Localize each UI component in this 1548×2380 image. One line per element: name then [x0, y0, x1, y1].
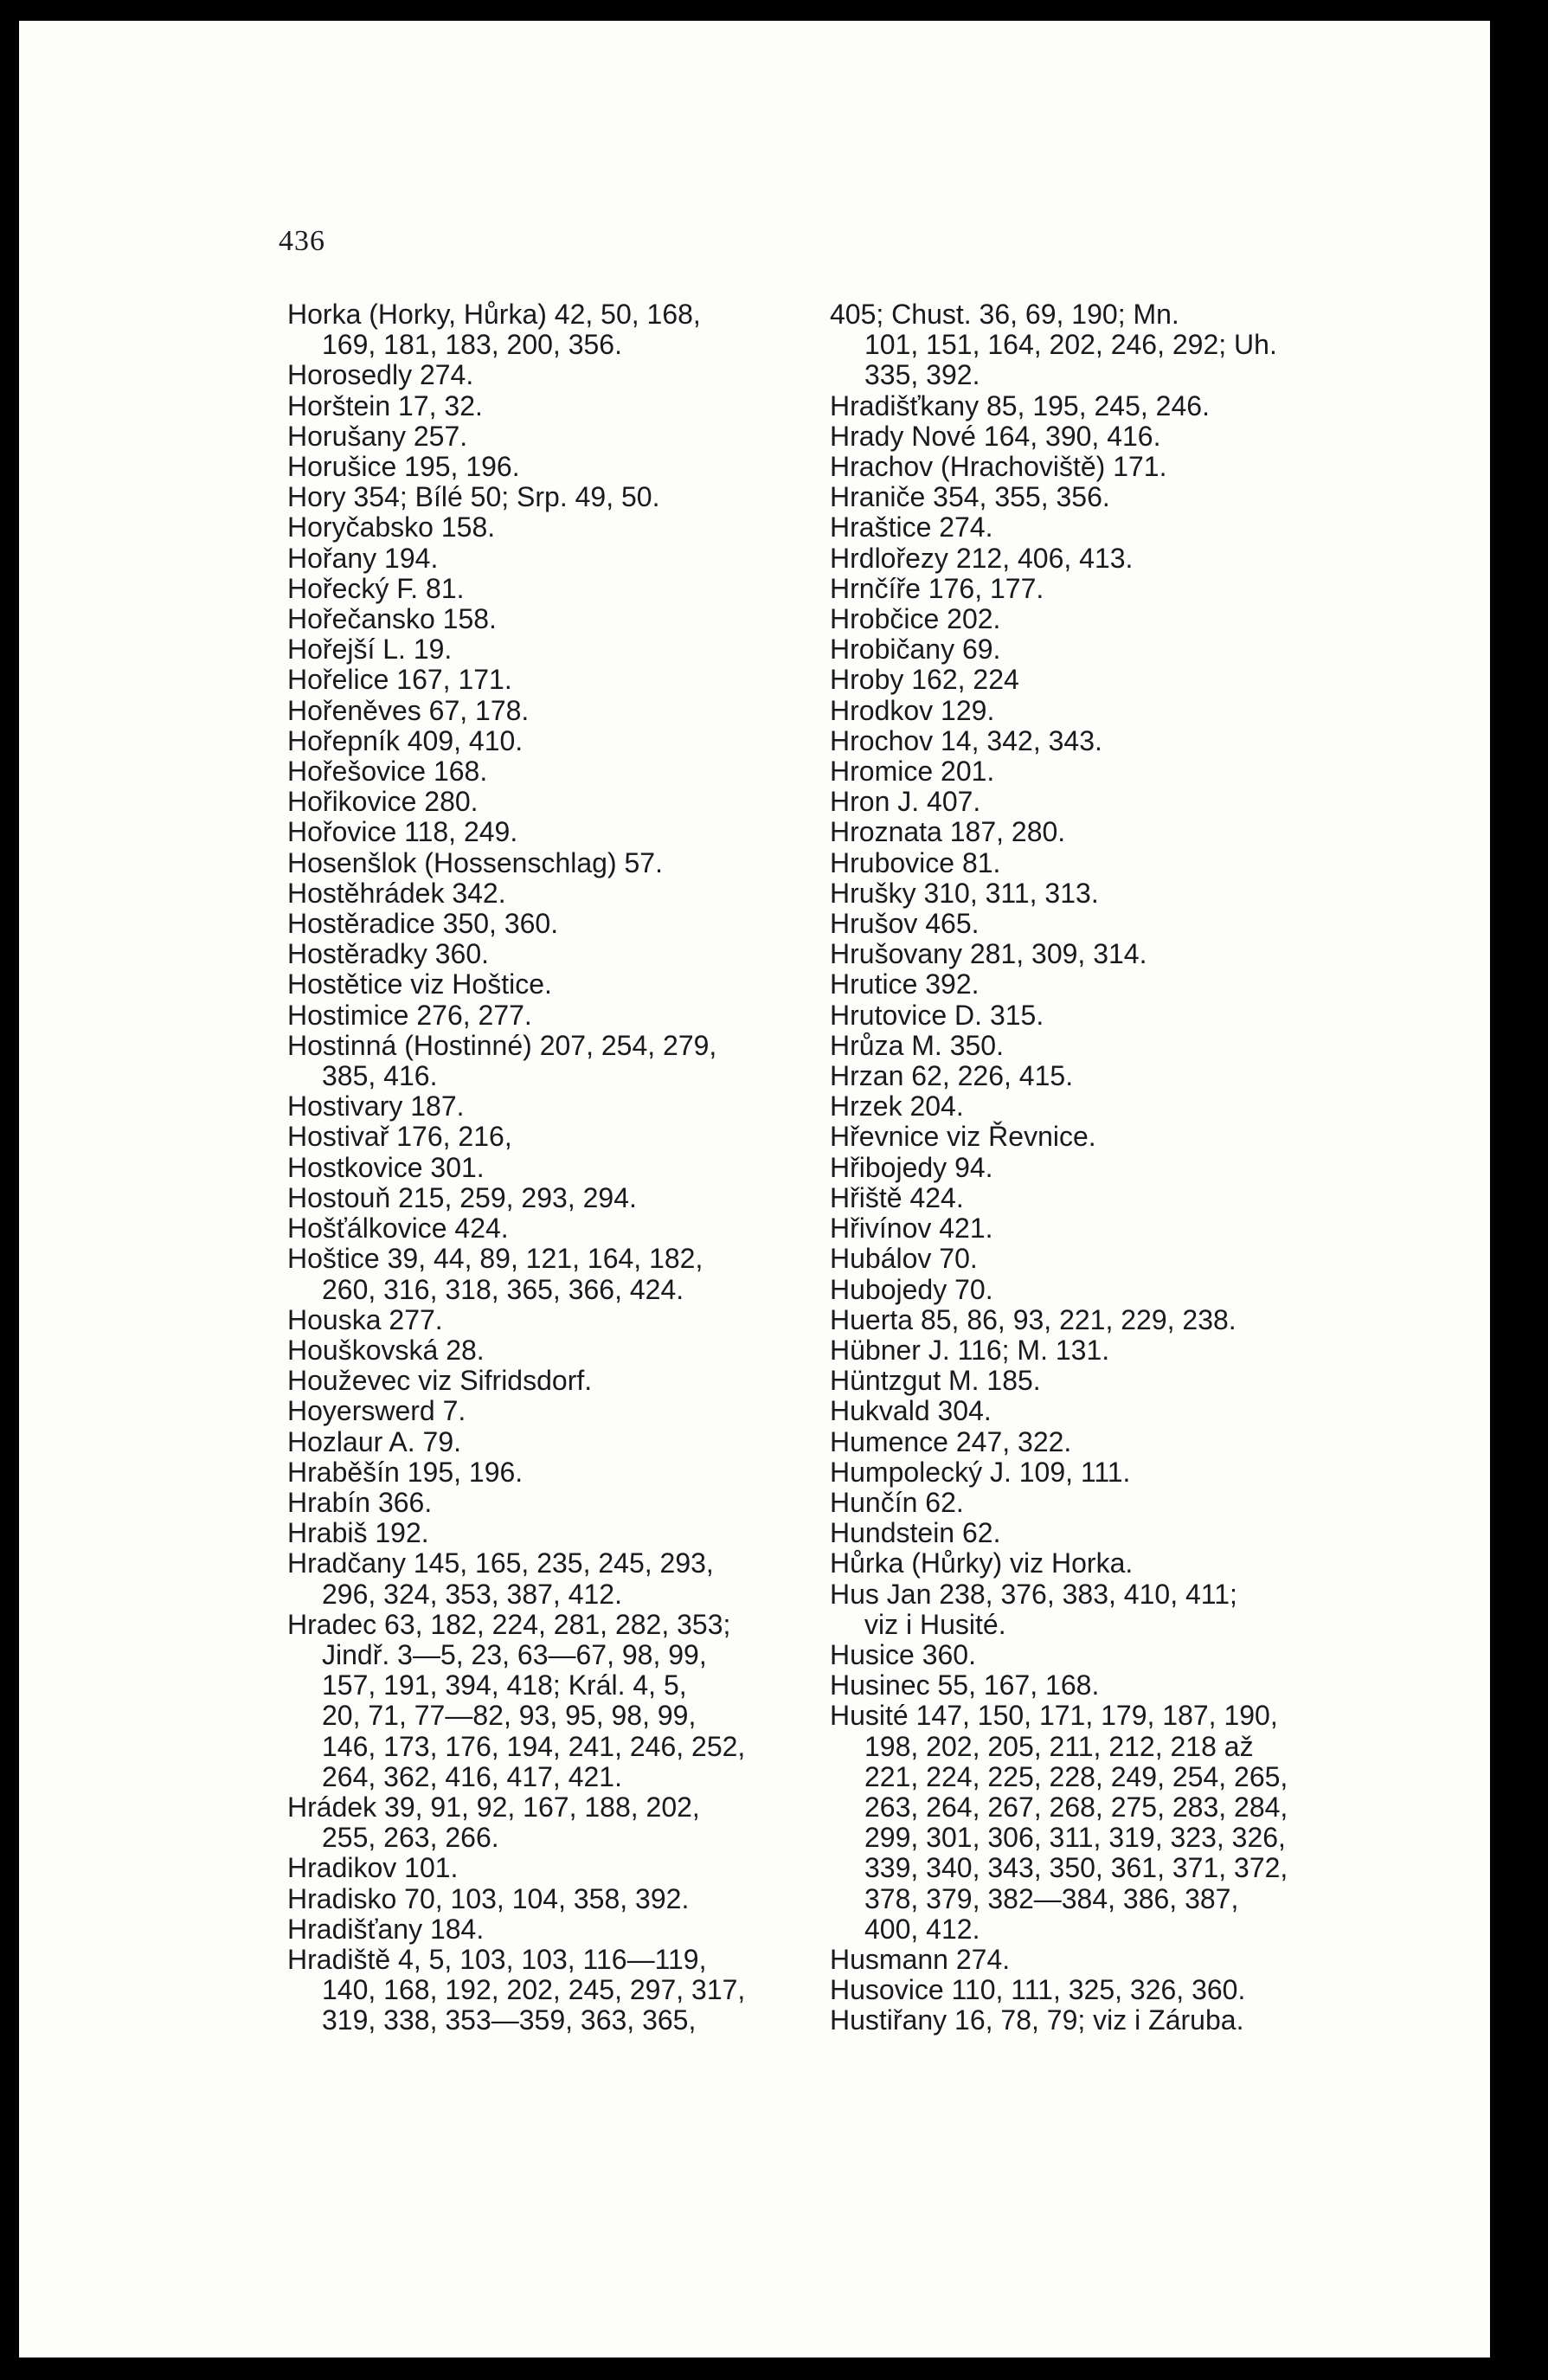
index-entry-headword-line: Hrubovice 81.	[830, 846, 1001, 878]
index-entry	[830, 1640, 1340, 1670]
index-entry-headword-line: Hořešovice 168.	[287, 756, 488, 788]
index-entry-headword-line: Hořovice 118, 249.	[287, 816, 518, 848]
index-entry-continuation-line: Jindř. 3—5, 23, 63—67, 98, 99,	[322, 1638, 707, 1670]
index-entry	[830, 1457, 1340, 1488]
index-entry	[287, 696, 798, 726]
index-entry-headword-line: Hübner J. 116; M. 131.	[830, 1334, 1110, 1366]
index-entry-headword-line: Horušany 257.	[287, 420, 468, 452]
index-entry-headword-line: Hradiště 4, 5, 103, 103, 116—119,	[287, 1943, 707, 1975]
index-entry-headword-line: Houževec viz Sifridsdorf.	[287, 1365, 593, 1397]
index-entry	[287, 1366, 798, 1396]
index-entry	[287, 969, 798, 1000]
index-entry	[287, 1244, 798, 1304]
index-entry	[830, 756, 1340, 787]
index-entry	[830, 878, 1340, 909]
index-entry-headword-line: Hoyerswerd 7.	[287, 1395, 466, 1427]
index-entry	[287, 544, 798, 574]
index-entry	[830, 299, 1340, 391]
index-entry	[287, 756, 798, 787]
index-entry	[287, 1914, 798, 1945]
index-entry	[830, 726, 1340, 756]
index-entry	[830, 696, 1340, 726]
index-entry-headword-line: Hroznata 187, 280.	[830, 816, 1066, 848]
index-entry	[830, 787, 1340, 817]
index-entry	[830, 574, 1340, 604]
index-entry-headword-line: Husmann 274.	[830, 1943, 1011, 1975]
index-entry-headword-line: Hrobčice 202.	[830, 603, 1001, 635]
index-entry-headword-line: Hostěradice 350, 360.	[287, 908, 559, 940]
index-entry-continuation-line: 385, 416.	[322, 1060, 438, 1092]
index-entry	[830, 1244, 1340, 1274]
index-entry	[287, 1183, 798, 1213]
index-entry-headword-line: Hořečansko 158.	[287, 603, 497, 635]
index-entry	[287, 604, 798, 634]
index-entry-headword-line: Hron J. 407.	[830, 786, 981, 818]
index-entry-headword-line: Hrádek 39, 91, 92, 167, 188, 202,	[287, 1791, 700, 1823]
index-entry	[287, 909, 798, 939]
index-entry	[287, 665, 798, 695]
index-column-right	[830, 299, 1340, 2036]
index-entry	[830, 1305, 1340, 1335]
index-entry-continuation-line: 400, 412.	[864, 1913, 980, 1945]
index-entry	[830, 909, 1340, 939]
index-entry-headword-line: Hoštice 39, 44, 89, 121, 164, 182,	[287, 1243, 703, 1275]
index-entry	[287, 1213, 798, 1244]
index-entry-headword-line: Hradisko 70, 103, 104, 358, 392.	[287, 1882, 690, 1914]
index-entry	[830, 1945, 1340, 1975]
index-entry	[287, 1000, 798, 1031]
index-entry-headword-line: Hrabiš 192.	[287, 1517, 429, 1549]
index-entry	[830, 1213, 1340, 1244]
index-entry	[830, 1701, 1340, 1945]
index-entry	[287, 391, 798, 421]
index-entry	[830, 544, 1340, 574]
index-entry	[287, 939, 798, 969]
index-entry	[830, 452, 1340, 482]
index-entry-headword-line: Hrodkov 129.	[830, 694, 995, 726]
index-entry-continuation-line: 299, 301, 306, 311, 319, 323, 326,	[864, 1822, 1286, 1854]
index-entry-headword-line: Hostinná (Hostinné) 207, 254, 279,	[287, 1029, 717, 1061]
index-entry-headword-line: Horka (Horky, Hůrka) 42, 50, 168,	[287, 299, 701, 330]
index-entry	[830, 1396, 1340, 1426]
index-entry-continuation-line: 263, 264, 267, 268, 275, 283, 284,	[864, 1791, 1288, 1823]
index-entry-headword-line: Hradišťkany 85, 195, 245, 246.	[830, 389, 1210, 421]
index-entry-headword-line: Hradikov 101.	[287, 1852, 459, 1884]
index-entry	[287, 726, 798, 756]
index-entry-headword-line: Horosedly 274.	[287, 359, 474, 391]
index-entry-continuation-line: 169, 181, 183, 200, 356.	[322, 329, 622, 361]
index-entry-headword-line: Hrabín 366.	[287, 1486, 433, 1518]
index-entry-headword-line: Hrdlořezy 212, 406, 413.	[830, 542, 1134, 574]
index-entry-headword-line: 405; Chust. 36, 69, 190; Mn.	[830, 299, 1179, 330]
index-entry	[287, 1884, 798, 1914]
index-entry-headword-line: Husinec 55, 167, 168.	[830, 1669, 1100, 1701]
index-entry-headword-line: Hrzek 204.	[830, 1090, 964, 1122]
index-entry-headword-line: Hradišťany 184.	[287, 1913, 485, 1945]
index-entry-headword-line: Hromice 201.	[830, 756, 995, 788]
index-entry-headword-line: Hostimice 276, 277.	[287, 999, 532, 1031]
index-entry-headword-line: Hustiřany 16, 78, 79; viz i Záruba.	[830, 2004, 1244, 2036]
index-entry-continuation-line: 335, 392.	[864, 359, 980, 391]
index-entry-headword-line: Hřiště 424.	[830, 1181, 964, 1213]
index-entry	[830, 421, 1340, 452]
index-entry-continuation-line: 157, 191, 394, 418; Král. 4, 5,	[322, 1669, 687, 1701]
index-entry	[830, 939, 1340, 969]
index-entry	[830, 1031, 1340, 1061]
index-entry-headword-line: Hrutice 392.	[830, 968, 980, 1000]
index-entry	[287, 360, 798, 390]
index-entry-headword-line: Hořikovice 280.	[287, 786, 479, 818]
index-entry-headword-line: Huerta 85, 86, 93, 221, 229, 238.	[830, 1303, 1236, 1335]
index-entry-headword-line: Hosenšlok (Hossenschlag) 57.	[287, 846, 663, 878]
index-entry	[287, 1610, 798, 1792]
index-entry-headword-line: Husovice 110, 111, 325, 326, 360.	[830, 1974, 1246, 2006]
index-entry	[287, 1427, 798, 1457]
index-entry-headword-line: Hořany 194.	[287, 542, 439, 574]
index-entry-headword-line: Hory 354; Bílé 50; Srp. 49, 50.	[287, 481, 660, 513]
index-entry-headword-line: Hus Jan 238, 376, 383, 410, 411;	[830, 1578, 1237, 1610]
index-entry	[287, 1335, 798, 1366]
index-entry	[830, 1518, 1340, 1548]
index-entry	[287, 1853, 798, 1883]
index-entry-continuation-line: 140, 168, 192, 202, 245, 297, 317,	[322, 1974, 746, 2006]
index-entry-headword-line: Hraniče 354, 355, 356.	[830, 481, 1110, 513]
index-entry-continuation-line: 260, 316, 318, 365, 366, 424.	[322, 1273, 684, 1305]
index-entry	[287, 787, 798, 817]
index-entry-headword-line: Hřivínov 421.	[830, 1213, 993, 1245]
index-entry-headword-line: Houska 277.	[287, 1303, 443, 1335]
index-entry-headword-line: Hradec 63, 182, 224, 281, 282, 353;	[287, 1608, 731, 1640]
index-entry	[287, 1945, 798, 2036]
index-entry-headword-line: Hrušovany 281, 309, 314.	[830, 938, 1147, 970]
index-entry	[287, 1792, 798, 1853]
index-entry-headword-line: Hunčín 62.	[830, 1486, 964, 1518]
index-entry-headword-line: Horyčabsko 158.	[287, 511, 496, 544]
index-entry	[830, 1061, 1340, 1091]
index-entry	[830, 1488, 1340, 1518]
book-page	[19, 21, 1490, 2357]
index-entry-headword-line: Hostivary 187.	[287, 1090, 465, 1122]
index-entry-continuation-line: 146, 173, 176, 194, 241, 246, 252,	[322, 1730, 746, 1762]
index-entry-headword-line: Hüntzgut M. 185.	[830, 1365, 1041, 1397]
index-entry	[287, 482, 798, 512]
index-entry	[830, 1335, 1340, 1366]
index-entry-headword-line: Hubojedy 70.	[830, 1273, 993, 1305]
index-entry-headword-line: Hrnčíře 176, 177.	[830, 572, 1044, 604]
index-entry-headword-line: Hrachov (Hrachoviště) 171.	[830, 451, 1167, 483]
index-entry-headword-line: Hořeněves 67, 178.	[287, 694, 530, 726]
index-entry	[287, 421, 798, 452]
index-entry-headword-line: Hrochov 14, 342, 343.	[830, 724, 1102, 756]
index-entry-headword-line: Hundstein 62.	[830, 1517, 1001, 1549]
index-entry-headword-line: Hubálov 70.	[830, 1243, 978, 1275]
index-entry	[287, 878, 798, 909]
index-entry-continuation-line: viz i Husité.	[864, 1608, 1006, 1640]
index-entry	[830, 1000, 1340, 1031]
index-entry-headword-line: Hraštice 274.	[830, 511, 993, 544]
index-column-left	[287, 299, 798, 2036]
index-entry-headword-line: Hostětice viz Hoštice.	[287, 968, 552, 1000]
index-entry-continuation-line: 255, 263, 266.	[322, 1822, 499, 1854]
index-entry	[287, 1488, 798, 1518]
index-entry	[830, 1153, 1340, 1183]
page-number: 436	[279, 225, 325, 257]
index-entry-headword-line: Hošťálkovice 424.	[287, 1213, 509, 1245]
index-entry-headword-line: Husité 147, 150, 171, 179, 187, 190,	[830, 1700, 1278, 1732]
index-entry	[287, 1305, 798, 1335]
index-entry	[287, 574, 798, 604]
index-entry-headword-line: Hostivař 176, 216,	[287, 1121, 512, 1153]
index-entry	[830, 604, 1340, 634]
index-entry	[830, 482, 1340, 512]
index-entry-headword-line: Horštein 17, 32.	[287, 389, 483, 421]
index-entry	[287, 817, 798, 847]
index-entry	[830, 848, 1340, 878]
index-entry-headword-line: Hořepník 409, 410.	[287, 724, 523, 756]
index-entry	[830, 1579, 1340, 1640]
index-entry	[830, 1122, 1340, 1152]
index-entry-headword-line: Hostěhrádek 342.	[287, 877, 506, 909]
index-entry-continuation-line: 378, 379, 382—384, 386, 387,	[864, 1882, 1239, 1914]
index-entry-headword-line: Hostkovice 301.	[287, 1151, 485, 1183]
index-entry-headword-line: Hrutovice D. 315.	[830, 999, 1044, 1031]
index-entry-continuation-line: 339, 340, 343, 350, 361, 371, 372,	[864, 1852, 1288, 1884]
index-entry	[830, 512, 1340, 543]
index-entry-headword-line: Hřibojedy 94.	[830, 1151, 993, 1183]
index-entry	[830, 634, 1340, 665]
index-entry	[830, 1670, 1340, 1701]
index-entry-continuation-line: 198, 202, 205, 211, 212, 218 až	[864, 1730, 1254, 1762]
index-entry	[830, 1275, 1340, 1305]
index-entry	[830, 1366, 1340, 1396]
index-entry-headword-line: Hřevnice viz Řevnice.	[830, 1121, 1096, 1153]
index-entry	[287, 1031, 798, 1091]
index-entry	[287, 634, 798, 665]
index-entry-headword-line: Hořejší L. 19.	[287, 634, 453, 666]
index-entry	[830, 665, 1340, 695]
index-entry-headword-line: Hrobičany 69.	[830, 634, 1001, 666]
index-entry-continuation-line: 296, 324, 353, 387, 412.	[322, 1578, 622, 1610]
index-entry-headword-line: Hozlaur A. 79.	[287, 1425, 461, 1457]
index-entry-headword-line: Hořelice 167, 171.	[287, 664, 512, 696]
index-entry-headword-line: Horušice 195, 196.	[287, 451, 520, 483]
index-entry-continuation-line: 20, 71, 77—82, 93, 95, 98, 99,	[322, 1700, 697, 1732]
index-entry-headword-line: Houškovská 28.	[287, 1334, 485, 1366]
index-entry	[287, 1548, 798, 1609]
index-entry	[830, 1548, 1340, 1579]
index-entry-headword-line: Hrzan 62, 226, 415.	[830, 1060, 1074, 1092]
index-entry	[830, 1091, 1340, 1122]
index-entry-headword-line: Hořecký F. 81.	[287, 572, 465, 604]
index-entry	[830, 1975, 1340, 2005]
index-entry-continuation-line: 319, 338, 353—359, 363, 365,	[322, 2004, 697, 2036]
index-entry	[830, 969, 1340, 1000]
index-entry-headword-line: Hraběšín 195, 196.	[287, 1456, 523, 1488]
index-entry-headword-line: Hrůza M. 350.	[830, 1029, 1004, 1061]
index-entry	[287, 299, 798, 360]
index-entry-continuation-line: 101, 151, 164, 202, 246, 292; Uh.	[864, 329, 1277, 361]
index-entry-headword-line: Hroby 162, 224	[830, 664, 1019, 696]
index-entry-headword-line: Humence 247, 322.	[830, 1425, 1072, 1457]
index-entry-continuation-line: 264, 362, 416, 417, 421.	[322, 1760, 622, 1792]
index-entry-headword-line: Hrušky 310, 311, 313.	[830, 877, 1099, 909]
index-entry-headword-line: Hrady Nové 164, 390, 416.	[830, 420, 1161, 452]
index-entry	[287, 1122, 798, 1152]
index-entry-headword-line: Husice 360.	[830, 1638, 976, 1670]
index-entry-headword-line: Humpolecký J. 109, 111.	[830, 1456, 1131, 1488]
index-entry	[287, 512, 798, 543]
index-entry	[287, 1457, 798, 1488]
index-entry	[830, 2005, 1340, 2036]
index-entry-headword-line: Hostěradky 360.	[287, 938, 490, 970]
index-entry-headword-line: Hradčany 145, 165, 235, 245, 293,	[287, 1547, 714, 1579]
index-entry-headword-line: Hůrka (Hůrky) viz Horka.	[830, 1547, 1134, 1579]
index-entry	[287, 452, 798, 482]
index-entry	[287, 1153, 798, 1183]
index-entry-continuation-line: 221, 224, 225, 228, 249, 254, 265,	[864, 1760, 1288, 1792]
index-entry	[287, 1396, 798, 1426]
index-entry	[830, 817, 1340, 847]
index-entry-headword-line: Hostouň 215, 259, 293, 294.	[287, 1181, 637, 1213]
index-entry	[287, 1091, 798, 1122]
index-entry	[287, 1518, 798, 1548]
index-entry	[830, 391, 1340, 421]
index-entry-headword-line: Hrušov 465.	[830, 908, 980, 940]
index-entry	[830, 1427, 1340, 1457]
index-entry-headword-line: Hukvald 304.	[830, 1395, 992, 1427]
index-entry	[287, 848, 798, 878]
index-entry	[830, 1183, 1340, 1213]
